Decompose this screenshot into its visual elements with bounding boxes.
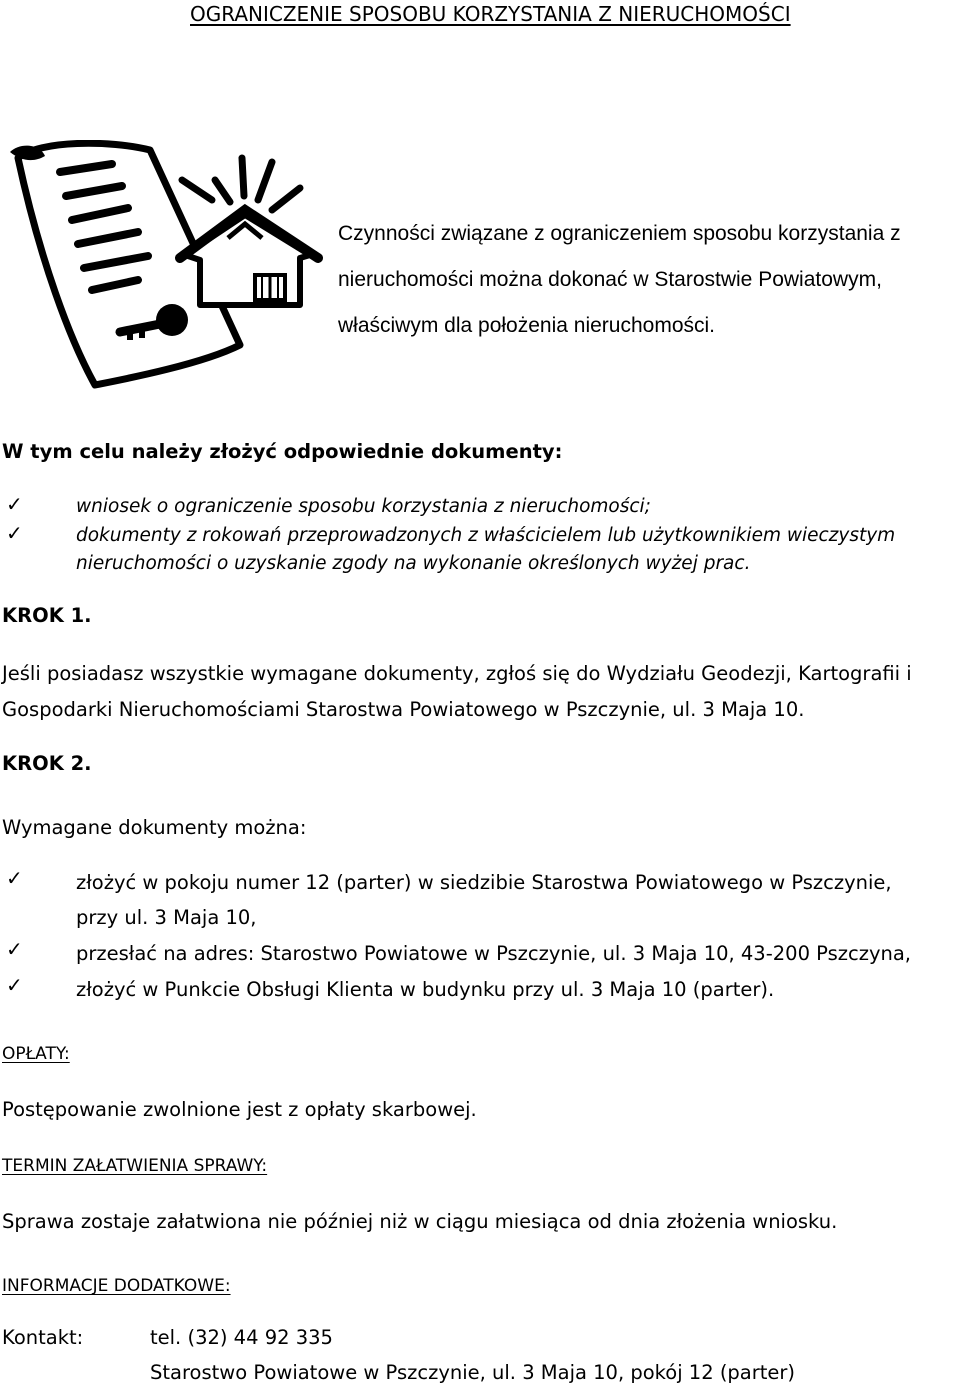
step2-intro: Wymagane dokumenty można: — [2, 816, 307, 839]
deadline-heading: TERMIN ZAŁATWIENIA SPRAWY: — [2, 1156, 268, 1176]
check-icon: ✓ — [6, 973, 23, 997]
intro-line: nieruchomości można dokonać w Starostwie Powiatowym, — [338, 268, 882, 291]
step2-option: złożyć w pokoju numer 12 (parter) w siedzibie Starostwa Powiatowego w Pszczynie, — [76, 871, 892, 894]
fees-text: Postępowanie zwolnione jest z opłaty skarbowej. — [2, 1098, 477, 1121]
step2-option-continued: przy ul. 3 Maja 10, — [76, 906, 257, 929]
document-item: wniosek o ograniczenie sposobu korzystania z nieruchomości; — [76, 496, 651, 517]
check-icon: ✓ — [6, 492, 23, 516]
step2-option: przesłać na adres: Starostwo Powiatowe w Pszczynie, ul. 3 Maja 10, 43-200 Pszczyna, — [76, 942, 911, 965]
page-title: OGRANICZENIE SPOSOBU KORZYSTANIA Z NIERUCHOMOŚCI — [190, 2, 791, 26]
document-house-clipart — [0, 140, 330, 390]
check-icon: ✓ — [6, 866, 23, 890]
documents-heading: W tym celu należy złożyć odpowiednie dokumenty: — [2, 440, 563, 463]
contact-address: Starostwo Powiatowe w Pszczynie, ul. 3 Maja 10, pokój 12 (parter) — [150, 1361, 796, 1384]
step1-text — [2, 656, 912, 728]
intro-line: właściwym dla położenia nieruchomości. — [338, 314, 715, 337]
additional-heading: INFORMACJE DODATKOWE: — [2, 1276, 231, 1296]
intro-line: Czynności związane z ograniczeniem sposobu korzystania z — [338, 222, 901, 245]
intro-text — [338, 211, 901, 349]
step1-line: Jeśli posiadasz wszystkie wymagane dokumenty, zgłoś się do Wydziału Geodezji, Kartografii i — [2, 662, 912, 685]
step1-label: KROK 1. — [2, 604, 92, 627]
step2-label: KROK 2. — [2, 752, 92, 775]
fees-heading: OPŁATY: — [2, 1044, 70, 1064]
check-icon: ✓ — [6, 937, 23, 961]
check-icon: ✓ — [6, 521, 23, 545]
deadline-text: Sprawa zostaje załatwiona nie później niż w ciągu miesiąca od dnia złożenia wniosku. — [2, 1210, 838, 1233]
contact-phone: tel. (32) 44 92 335 — [150, 1326, 333, 1349]
contact-label: Kontakt: — [2, 1326, 84, 1349]
document-item-continued: nieruchomości o uzyskanie zgody na wykonanie określonych wyżej prac. — [76, 553, 751, 574]
document-item: dokumenty z rokowań przeprowadzonych z właścicielem lub użytkownikiem wieczystym — [76, 525, 896, 546]
step2-option: złożyć w Punkcie Obsługi Klienta w budynku przy ul. 3 Maja 10 (parter). — [76, 978, 775, 1001]
step1-line: Gospodarki Nieruchomościami Starostwa Powiatowego w Pszczynie, ul. 3 Maja 10. — [2, 698, 805, 721]
